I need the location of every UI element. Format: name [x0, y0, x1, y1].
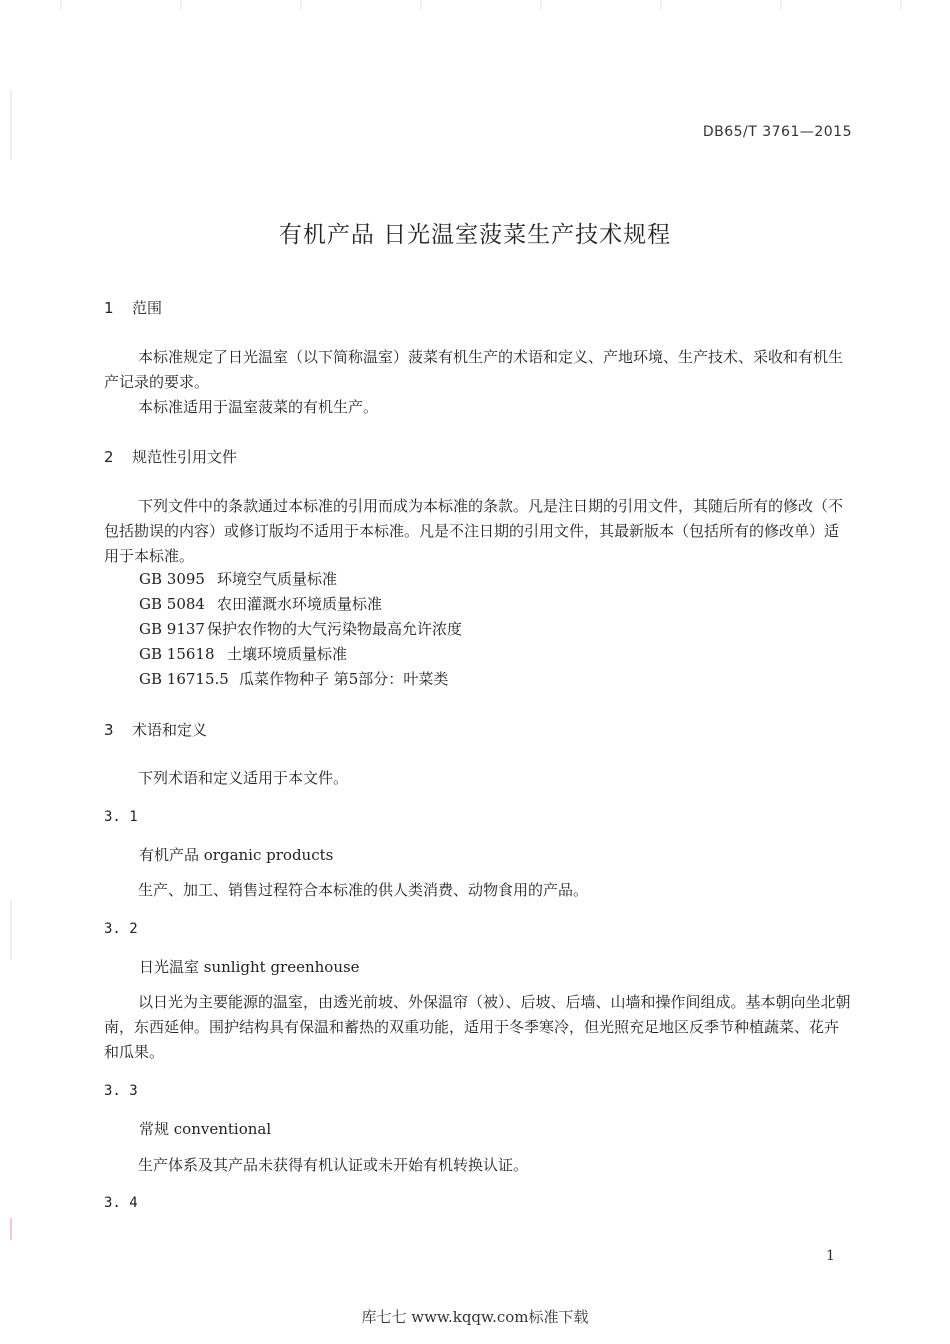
reference-code: GB 5084 — [139, 595, 205, 613]
reference-item — [139, 642, 347, 667]
reference-code: GB 15618 — [139, 645, 215, 663]
clause-number: 3. 4 — [104, 1195, 138, 1211]
paragraph: 下列术语和定义适用于本文件。 — [138, 769, 349, 787]
section-title: 规范性引用文件 — [132, 448, 238, 466]
paragraph: 本标准规定了日光温室（以下简称温室）菠菜有机生产的术语和定义、产地环境、生产技术、采收和有机生产记录的要求。 — [104, 348, 844, 391]
section-heading-2 — [104, 446, 237, 467]
reference-code: GB 9137 — [139, 620, 205, 638]
reference-title: 保护农作物的大气污染物最高允许浓度 — [207, 620, 463, 638]
reference-title: 土壤环境质量标准 — [227, 645, 348, 663]
reference-item — [139, 667, 448, 692]
scan-top-edge — [0, 0, 950, 10]
section-title: 术语和定义 — [132, 721, 208, 739]
section-heading-3 — [104, 719, 207, 740]
reference-code: GB 16715.5 — [139, 670, 229, 688]
section-number: 1 — [104, 299, 114, 317]
footer-watermark: 库七七 www.kqqw.com标准下载 — [361, 1308, 589, 1326]
term-definition: 生产体系及其产品未获得有机认证或未开始有机转换认证。 — [138, 1156, 529, 1174]
term-name: 常规 conventional — [139, 1120, 272, 1138]
scan-margin-mark — [10, 900, 12, 960]
term-name: 有机产品 organic products — [139, 846, 334, 864]
section-heading-1 — [104, 297, 162, 318]
section-number: 2 — [104, 448, 114, 466]
reference-title: 瓜菜作物种子 第5部分：叶菜类 — [239, 670, 449, 688]
page-number: 1 — [826, 1248, 835, 1264]
term-definition: 以日光为主要能源的温室，由透光前坡、外保温帘（被）、后坡、后墙、山墙和操作间组成。基本朝向坐北朝南，东西延伸。围护结构具有保温和蓄热的双重功能，适用于冬季寒冷，但光照充足地区反季节种植蔬菜、花卉和瓜果。 — [104, 993, 851, 1061]
reference-code: GB 3095 — [139, 570, 205, 588]
clause-number: 3. 2 — [104, 921, 138, 937]
paragraph: 本标准适用于温室菠菜的有机生产。 — [138, 398, 379, 416]
reference-title: 农田灌溉水环境质量标准 — [217, 595, 383, 613]
document-title: 有机产品 日光温室菠菜生产技术规程 — [278, 222, 672, 248]
clause-number: 3. 3 — [104, 1083, 138, 1099]
reference-item — [139, 567, 337, 592]
reference-title: 环境空气质量标准 — [217, 570, 338, 588]
paragraph: 下列文件中的条款通过本标准的引用而成为本标准的条款。凡是注日期的引用文件，其随后所有的修改（不包括勘误的内容）或修订版均不适用于本标准。凡是不注日期的引用文件，其最新版本（包括所有的修改单）适用于本标准。 — [104, 497, 844, 565]
section-title: 范围 — [132, 299, 163, 317]
reference-item — [139, 617, 462, 642]
reference-item — [139, 592, 382, 617]
term-definition: 生产、加工、销售过程符合本标准的供人类消费、动物食用的产品。 — [138, 881, 589, 899]
clause-number: 3. 1 — [104, 809, 138, 825]
scan-margin-mark — [10, 90, 12, 160]
scan-margin-mark — [10, 1218, 12, 1240]
term-name: 日光温室 sunlight greenhouse — [139, 958, 360, 976]
standard-code: DB65/T 3761—2015 — [702, 124, 852, 140]
section-number: 3 — [104, 721, 114, 739]
